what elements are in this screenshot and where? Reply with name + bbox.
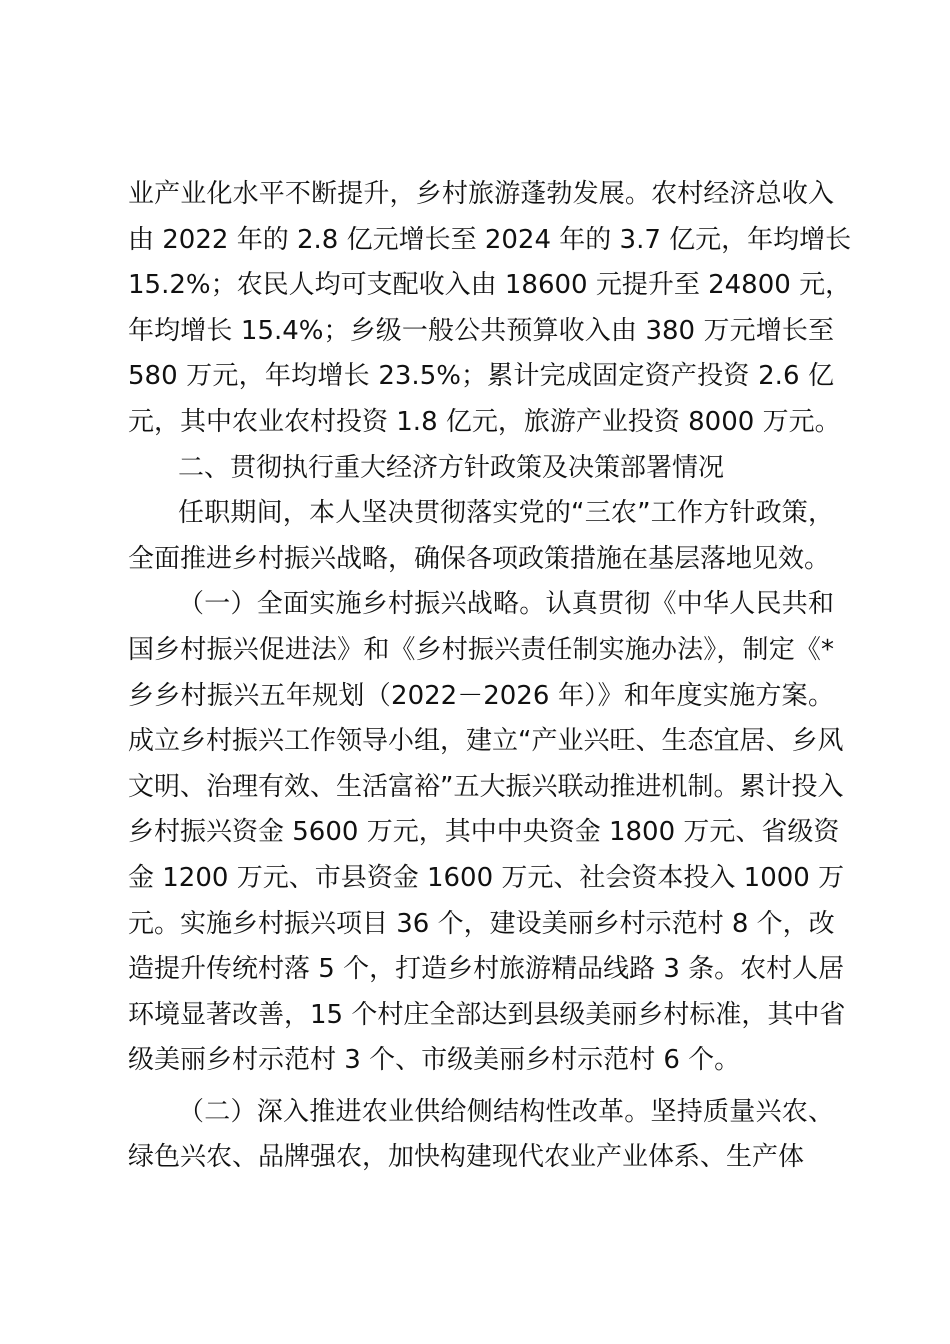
paragraph-line: 造提升传统村落 5 个，打造乡村旅游精品线路 3 条。农村人居	[128, 954, 845, 985]
paragraph-line: 由 2022 年的 2.8 亿元增长至 2024 年的 3.7 亿元，年均增长	[128, 224, 852, 255]
paragraph-line: 文明、治理有效、生活富裕”五大振兴联动推进机制。累计投入	[128, 771, 844, 802]
paragraph-line: 年均增长 15.4%；乡级一般公共预算收入由 380 万元增长至	[128, 315, 834, 346]
subsection-heading-line: （一）全面实施乡村振兴战略。认真贯彻《中华人民共和	[178, 589, 834, 620]
paragraph-line: 级美丽乡村示范村 3 个、市级美丽乡村示范村 6 个。	[128, 1045, 741, 1076]
paragraph-line: 乡村振兴资金 5600 万元，其中中央资金 1800 万元、省级资	[128, 817, 840, 848]
paragraph-line: 全面推进乡村振兴战略，确保各项政策措施在基层落地见效。	[128, 543, 831, 574]
paragraph-line: 环境显著改善，15 个村庄全部达到县级美丽乡村标准，其中省	[128, 999, 846, 1030]
paragraph-line: 绿色兴农、品牌强农，加快构建现代农业产业体系、生产体	[128, 1142, 805, 1173]
subsection-heading-line: （二）深入推进农业供给侧结构性改革。坚持质量兴农、	[178, 1096, 834, 1127]
paragraph-line: 成立乡村振兴工作领导小组，建立“产业兴旺、生态宜居、乡风	[128, 726, 844, 757]
document-body	[128, 172, 852, 1181]
paragraph-line: 元。实施乡村振兴项目 36 个，建设美丽乡村示范村 8 个，改	[128, 908, 835, 939]
paragraph-line: 业产业化水平不断提升，乡村旅游蓬勃发展。农村经济总收入	[128, 179, 834, 209]
paragraph-line: 金 1200 万元、市县资金 1600 万元、社会资本投入 1000 万	[128, 862, 845, 893]
paragraph-line: 元，其中农业农村投资 1.8 亿元，旅游产业投资 8000 万元。	[128, 406, 841, 437]
paragraph-line: 580 万元，年均增长 23.5%；累计完成固定资产投资 2.6 亿	[128, 361, 834, 392]
paragraph-line: 国乡村振兴促进法》和《乡村振兴责任制实施办法》，制定《*	[128, 634, 834, 665]
paragraph-line: 乡乡村振兴五年规划（2022－2026 年）》和年度实施方案。	[128, 680, 834, 711]
paragraph-line: 15.2%；农民人均可支配收入由 18600 元提升至 24800 元，	[128, 270, 852, 301]
section-heading: 二、贯彻执行重大经济方针政策及决策部署情况	[178, 452, 725, 483]
paragraph-line: 任职期间，本人坚决贯彻落实党的“三农”工作方针政策，	[178, 498, 834, 529]
